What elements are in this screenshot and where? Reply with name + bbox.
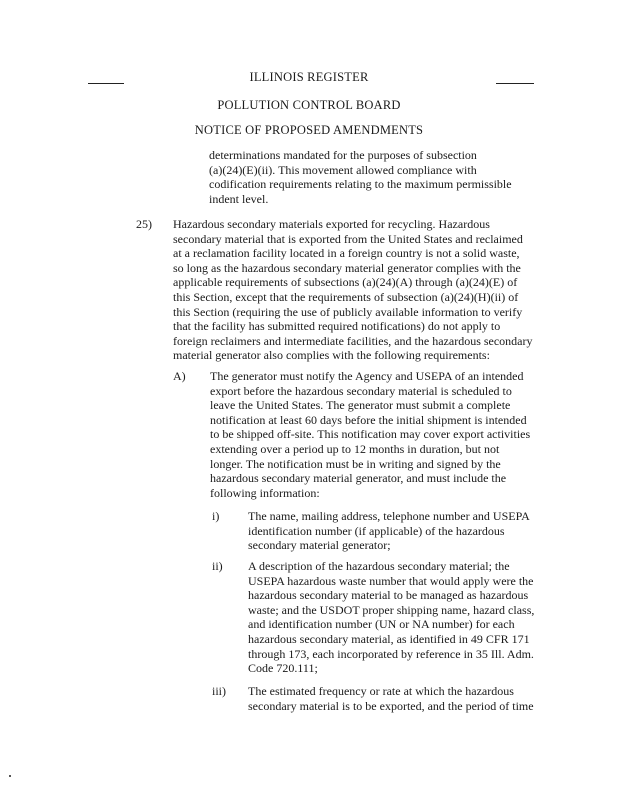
text-line: leave the United States. The generator must submit a complete <box>210 398 511 413</box>
text-line: secondary material is to be exported, and the period of time <box>248 698 534 713</box>
notice-title: NOTICE OF PROPOSED AMENDMENTS <box>194 123 424 137</box>
text-line: hazardous secondary material, as identified in 49 CFR 171 <box>248 631 530 646</box>
text-line: determinations mandated for the purposes of subsection <box>209 148 477 162</box>
text-line: extending over a period up to 12 months in duration, but not <box>210 441 500 456</box>
text-line: The generator must notify the Agency and USEPA of an intended <box>210 369 524 383</box>
item-ii-paragraph <box>248 559 534 676</box>
text-line: this Section, except that the requirements of subsection (a)(24)(H)(ii) of <box>173 289 519 304</box>
item-i-paragraph <box>248 509 530 553</box>
text-line: USEPA hazardous waste number that would apply were the <box>248 573 534 588</box>
text-line: The estimated frequency or rate at which the hazardous <box>248 684 514 698</box>
item-a-number: A) <box>173 369 186 383</box>
text-line: foreign reclaimers and intermediate facilities, and the hazardous secondary <box>173 333 533 348</box>
text-line: at a reclamation facility located in a foreign country is not a solid waste, <box>173 246 520 261</box>
text-line: indent level. <box>209 191 269 206</box>
text-line: and identification number (UN or NA number) for each <box>248 617 515 632</box>
text-line: material generator also complies with the following requirements: <box>173 348 490 363</box>
register-title: ILLINOIS REGISTER <box>249 70 369 84</box>
text-line: A description of the hazardous secondary material; the <box>248 559 510 573</box>
text-line: export before the hazardous secondary material is scheduled to <box>210 383 512 398</box>
text-line: Hazardous secondary materials exported for recycling. Hazardous <box>173 217 490 231</box>
text-line: applicable requirements of subsections (a)(24)(A) through (a)(24)(E) of <box>173 275 518 290</box>
text-line: (a)(24)(E)(ii). This movement allowed compliance with <box>209 162 477 177</box>
scan-speck <box>9 775 11 777</box>
text-line: so long as the hazardous secondary material generator complies with the <box>173 260 521 275</box>
item-a-paragraph <box>210 369 530 500</box>
item-iii-number: iii) <box>212 684 226 698</box>
board-name: POLLUTION CONTROL BOARD <box>217 98 401 112</box>
item-i-number: i) <box>212 509 220 523</box>
item-25-number: 25) <box>136 217 152 231</box>
item-iii-paragraph <box>248 684 534 713</box>
continuation-paragraph <box>209 148 512 206</box>
text-line: secondary material that is exported from the United States and reclaimed <box>173 231 523 246</box>
text-line: through 173, each incorporated by reference in 35 Ill. Adm. <box>248 646 534 661</box>
text-line: this Section (requiring the use of publicly available information to verify <box>173 304 523 319</box>
text-line: hazardous secondary material generator, and must include the <box>210 471 507 486</box>
item-25-paragraph <box>173 217 533 363</box>
text-line: hazardous secondary material to be managed as hazardous <box>248 588 529 603</box>
item-ii-number: ii) <box>212 559 223 573</box>
text-line: longer. The notification must be in writing and signed by the <box>210 456 501 471</box>
text-line: notification at least 60 days before the initial shipment is intended <box>210 412 527 427</box>
text-line: Code 720.111; <box>248 661 318 676</box>
text-line: following information: <box>210 485 320 500</box>
text-line: waste; and the USDOT proper shipping name, hazard class, <box>248 602 535 617</box>
text-line: The name, mailing address, telephone number and USEPA <box>248 509 530 523</box>
text-line: secondary material generator; <box>248 538 391 553</box>
text-line: to be shipped off-site. This notification may cover export activities <box>210 427 531 442</box>
text-line: that the facility has submitted required notifications) do not apply to <box>173 319 501 334</box>
text-line: identification number (if applicable) of the hazardous <box>248 523 505 538</box>
text-line: codification requirements relating to the maximum permissible <box>209 177 512 192</box>
